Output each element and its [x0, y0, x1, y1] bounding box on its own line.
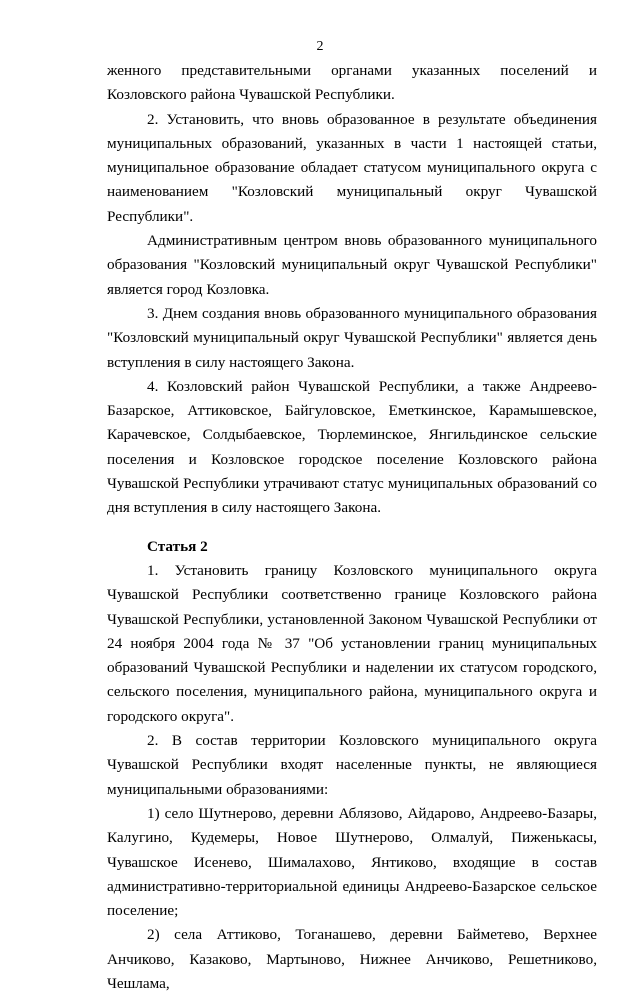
article2-paragraph-1: 1. Установить границу Козловского муниципального округа Чувашской Республики соответственно границе Козловского района Чувашской Республики, установленной Законом Чувашской Республики от 24 ноября 2004 года № 37 "Об установлении границ муниципальных образований Чувашской Республики и наделении их статусом городского, сельского поселения, муниципального района, муниципального округа и городского округа".	[107, 561, 597, 725]
paragraph-continuation: женного представительными органами указанных поселений и Козловского района Чувашской Республики.	[107, 62, 597, 104]
article2-paragraph-2: 2. В состав территории Козловского муниципального округа Чувашской Республики входят населенные пункты, не являющиеся муниципальными образованиями:	[107, 732, 597, 798]
page-number: 2	[316, 39, 324, 54]
article2-list-item-2: 2) села Аттиково, Тоганашево, деревни Байметево, Верхнее Анчиково, Казаково, Мартыново, Нижнее Анчиково, Решетниково, Чешлама,	[107, 926, 597, 992]
article-heading: Статья 2	[147, 537, 208, 555]
section-gap	[107, 521, 597, 535]
article2-list-item-1: 1) село Шутнерово, деревни Аблязово, Айдарово, Андреево-Базары, Калугино, Кудемеры, Новое Шутнерово, Олмалуй, Пиженькасы, Чувашское Исенево, Шималахово, Янтиково, входящие в состав административно-территориальной единицы Андреево-Базарское сельское поселение;	[107, 804, 597, 920]
paragraph-part-4: 4. Козловский район Чувашской Республики, а также Андреево-Базарское, Аттиковское, Байгуловское, Еметкинское, Карамышевское, Карачевское, Солдыбаевское, Тюрлеминское, Янгильдинское сельские поселения и Козловское городское поселение Козловского района Чувашской Республики утрачивают статус муниципальных образований со дня вступления в силу настоящего Закона.	[107, 377, 597, 517]
paragraph-part-3: 3. Днем создания вновь образованного муниципального образования "Козловский муниципальный округ Чувашской Республики" является день вступления в силу настоящего Закона.	[107, 304, 597, 371]
paragraph-admin-center: Административным центром вновь образованного муниципального образования "Козловский муниципальный округ Чувашской Республики" является город Козловка.	[107, 232, 597, 298]
paragraph-part-2: 2. Установить, что вновь образованное в результате объединения муниципальных образований, указанных в части 1 настоящей статьи, муниципальное образование обладает статусом муниципального округа с наименованием "Козловский муниципальный округ Чувашской Республики".	[107, 110, 597, 225]
document-body	[107, 59, 597, 996]
